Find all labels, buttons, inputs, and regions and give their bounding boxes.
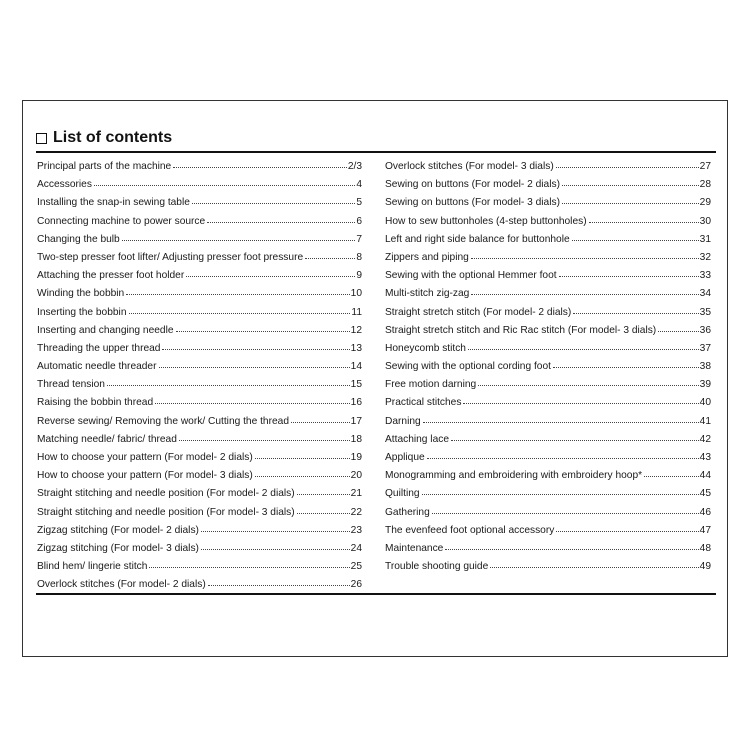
toc-entry[interactable] <box>385 558 711 576</box>
dot-leader <box>128 305 351 315</box>
toc-entry-page: 4 <box>356 179 362 191</box>
toc-entry[interactable] <box>37 467 362 485</box>
toc-entry-title: How to sew buttonholes (4-step buttonholes) <box>385 215 587 227</box>
dot-leader <box>657 323 698 333</box>
toc-entry-title: Accessories <box>37 179 92 191</box>
toc-entry[interactable] <box>385 413 711 431</box>
dot-leader <box>158 359 350 369</box>
toc-entry[interactable] <box>385 176 711 194</box>
toc-entry[interactable] <box>385 522 711 540</box>
toc-entry[interactable] <box>37 504 362 522</box>
toc-entry[interactable] <box>385 285 711 303</box>
toc-entry-page: 25 <box>350 561 362 573</box>
toc-entry-page: 20 <box>350 470 362 482</box>
toc-entry[interactable] <box>37 485 362 503</box>
dot-leader <box>125 286 349 296</box>
toc-entry-page: 32 <box>699 251 711 263</box>
toc-entry-title: Overlock stitches (For model- 3 dials) <box>385 161 554 172</box>
toc-entry[interactable] <box>37 431 362 449</box>
toc-entry-title: Connecting machine to power source <box>37 215 206 227</box>
toc-entry-title: Two-step presser foot lifter/ Adjusting presser foot pressure <box>37 251 304 263</box>
toc-entry-title: Applique <box>385 452 425 463</box>
toc-entry[interactable] <box>385 540 711 558</box>
toc-entry[interactable] <box>385 449 711 467</box>
toc-entry[interactable] <box>37 231 362 249</box>
dot-leader <box>296 505 350 515</box>
dot-leader <box>178 432 350 442</box>
contents-heading <box>36 129 172 147</box>
dot-leader <box>643 468 699 478</box>
toc-entry-title: Overlock stitches (For model- 2 dials) <box>37 579 206 591</box>
dot-leader <box>206 214 355 224</box>
toc-entry-page: 14 <box>350 361 362 373</box>
toc-entry-title: Monogramming and embroidering with embroidery hoop* <box>385 470 643 482</box>
toc-entry-page: 10 <box>350 288 362 300</box>
toc-entry[interactable] <box>385 358 711 376</box>
dot-leader <box>558 268 699 278</box>
toc-entry-page: 42 <box>699 433 711 445</box>
dot-leader <box>154 395 350 405</box>
toc-entry[interactable] <box>37 376 362 394</box>
toc-entry-title: Straight stretch stitch (For model- 2 dials) <box>385 306 572 318</box>
toc-entry-title: Principal parts of the machine <box>37 161 172 172</box>
dot-leader <box>191 195 355 205</box>
toc-entry-page: 27 <box>699 161 711 172</box>
toc-entry-title: Sewing on buttons (For model- 3 dials) <box>385 197 560 209</box>
toc-entry-title: Gathering <box>385 506 430 518</box>
toc-entry-title: Attaching the presser foot holder <box>37 270 185 282</box>
dot-leader <box>450 432 699 442</box>
toc-right-column <box>385 158 711 576</box>
toc-entry[interactable] <box>37 158 362 176</box>
toc-entry[interactable] <box>385 322 711 340</box>
toc-entry[interactable] <box>37 267 362 285</box>
dot-leader <box>462 395 698 405</box>
toc-entry[interactable] <box>37 194 362 212</box>
toc-entry-page: 11 <box>351 306 362 318</box>
toc-entry-page: 47 <box>699 524 711 536</box>
toc-entry-title: Straight stretch stitch and Ric Rac stitch (For model- 3 dials) <box>385 324 657 336</box>
toc-entry-title: Multi-stitch zig-zag <box>385 288 470 300</box>
toc-entry-title: Zigzag stitching (For model- 2 dials) <box>37 524 199 536</box>
toc-entry-title: How to choose your pattern (For model- 2 dials) <box>37 452 253 463</box>
dot-leader <box>185 268 355 278</box>
toc-entry-page: 17 <box>350 415 362 427</box>
dot-leader <box>254 450 350 460</box>
dot-leader <box>572 305 698 315</box>
toc-entry-page: 9 <box>356 270 362 282</box>
toc-entry[interactable] <box>37 304 362 322</box>
toc-entry-title: Left and right side balance for buttonhole <box>385 233 570 245</box>
toc-entry-page: 2/3 <box>347 161 362 172</box>
toc-entry[interactable] <box>37 540 362 558</box>
toc-entry-title: Zippers and piping <box>385 251 469 263</box>
toc-entry-title: The evenfeed foot optional accessory <box>385 524 555 536</box>
dot-leader <box>148 559 349 569</box>
toc-entry[interactable] <box>385 376 711 394</box>
dot-leader <box>467 341 699 351</box>
toc-entry-title: Threading the upper thread <box>37 342 161 354</box>
dot-leader <box>175 323 350 333</box>
dot-leader <box>489 559 698 569</box>
toc-entry-page: 34 <box>699 288 711 300</box>
dot-leader <box>470 286 698 296</box>
toc-entry[interactable] <box>385 231 711 249</box>
toc-entry-title: Automatic needle threader <box>37 361 157 373</box>
toc-entry-title: Raising the bobbin thread <box>37 397 154 409</box>
toc-entry-page: 41 <box>699 415 711 427</box>
toc-entry-title: Trouble shooting guide <box>385 561 489 573</box>
toc-entry[interactable] <box>37 213 362 231</box>
dot-leader <box>200 523 350 533</box>
toc-entry[interactable] <box>37 358 362 376</box>
toc-entry-page: 36 <box>699 324 711 336</box>
toc-entry-page: 45 <box>699 488 711 500</box>
top-rule <box>36 151 716 153</box>
toc-entry-title: Maintenance <box>385 542 444 554</box>
toc-entry-page: 7 <box>356 233 362 245</box>
toc-entry-page: 15 <box>350 379 362 391</box>
toc-entry-page: 18 <box>350 433 362 445</box>
dot-leader <box>172 159 347 169</box>
dot-leader <box>477 377 698 387</box>
dot-leader <box>290 414 350 424</box>
toc-entry-page: 48 <box>699 542 711 554</box>
toc-entry-title: Changing the bulb <box>37 233 120 245</box>
toc-entry-page: 33 <box>699 270 711 282</box>
dot-leader <box>207 577 350 587</box>
toc-entry[interactable] <box>37 576 362 594</box>
toc-left-column <box>37 158 362 595</box>
dot-leader <box>93 177 355 187</box>
toc-entry-title: Sewing with the optional Hemmer foot <box>385 270 557 282</box>
dot-leader <box>121 232 356 242</box>
toc-entry-page: 43 <box>699 452 711 463</box>
toc-entry-title: Practical stitches <box>385 397 462 409</box>
toc-entry[interactable] <box>37 449 362 467</box>
toc-entry[interactable] <box>37 285 362 303</box>
toc-entry[interactable] <box>385 213 711 231</box>
toc-entry-page: 44 <box>699 470 711 482</box>
dot-leader <box>571 232 699 242</box>
toc-entry-page: 5 <box>356 197 362 209</box>
toc-entry[interactable] <box>385 340 711 358</box>
toc-entry-title: Straight stitching and needle position (For model- 2 dials) <box>37 488 295 500</box>
toc-entry-page: 39 <box>699 379 711 391</box>
toc-entry-page: 31 <box>699 233 711 245</box>
toc-entry-page: 8 <box>356 251 362 263</box>
toc-entry-page: 19 <box>350 452 362 463</box>
toc-entry-page: 23 <box>350 524 362 536</box>
dot-leader <box>254 468 350 478</box>
toc-entry-title: Honeycomb stitch <box>385 342 466 354</box>
toc-entry-page: 24 <box>350 542 362 554</box>
toc-entry-title: Quilting <box>385 488 420 500</box>
toc-entry-page: 6 <box>356 215 362 227</box>
toc-entry-page: 37 <box>699 342 711 354</box>
toc-entry-title: Darning <box>385 415 421 427</box>
toc-entry-title: Sewing with the optional cording foot <box>385 361 551 373</box>
toc-entry-title: Inserting the bobbin <box>37 306 127 318</box>
contents-heading-text: List of contents <box>53 129 173 146</box>
toc-entry[interactable] <box>385 504 711 522</box>
toc-entry-page: 26 <box>350 579 362 591</box>
toc-entry-title: Straight stitching and needle position (For model- 3 dials) <box>37 506 295 518</box>
dot-leader <box>421 486 699 496</box>
dot-leader <box>422 414 699 424</box>
toc-entry[interactable] <box>385 431 711 449</box>
toc-entry[interactable] <box>385 485 711 503</box>
toc-entry-page: 13 <box>350 342 362 354</box>
toc-entry-title: Inserting and changing needle <box>37 324 174 336</box>
toc-entry-title: Installing the snap-in sewing table <box>37 197 190 209</box>
toc-entry-title: Sewing on buttons (For model- 2 dials) <box>385 179 560 191</box>
dot-leader <box>470 250 699 260</box>
toc-entry-title: Winding the bobbin <box>37 288 125 300</box>
dot-leader <box>304 250 355 260</box>
dot-leader <box>561 177 699 187</box>
dot-leader <box>431 505 699 515</box>
toc-entry-page: 22 <box>350 506 362 518</box>
checkbox-square-icon <box>36 133 47 144</box>
toc-entry[interactable] <box>37 522 362 540</box>
toc-entry-title: Matching needle/ fabric/ thread <box>37 433 177 445</box>
toc-entry-page: 16 <box>350 397 362 409</box>
toc-entry-title: Free motion darning <box>385 379 477 391</box>
dot-leader <box>588 214 699 224</box>
toc-entry[interactable] <box>385 394 711 412</box>
toc-entry[interactable] <box>385 194 711 212</box>
dot-leader <box>161 341 349 351</box>
toc-entry[interactable] <box>37 176 362 194</box>
dot-leader <box>296 486 350 496</box>
dot-leader <box>561 195 699 205</box>
toc-entry-page: 21 <box>350 488 362 500</box>
toc-entry-page: 46 <box>699 506 711 518</box>
toc-entry-title: Blind hem/ lingerie stitch <box>37 561 148 573</box>
toc-entry[interactable] <box>385 267 711 285</box>
toc-entry-title: How to choose your pattern (For model- 3 dials) <box>37 470 253 482</box>
toc-entry-page: 28 <box>699 179 711 191</box>
toc-entry-page: 29 <box>699 197 711 209</box>
toc-entry[interactable] <box>385 249 711 267</box>
toc-entry[interactable] <box>37 413 362 431</box>
dot-leader <box>106 377 350 387</box>
dot-leader <box>555 159 699 169</box>
dot-leader <box>555 523 698 533</box>
toc-entry[interactable] <box>37 558 362 576</box>
toc-entry-title: Reverse sewing/ Removing the work/ Cutting the thread <box>37 415 289 427</box>
toc-entry-page: 49 <box>699 561 711 573</box>
toc-entry[interactable] <box>385 304 711 322</box>
toc-entry-page: 38 <box>699 361 711 373</box>
toc-entry-title: Zigzag stitching (For model- 3 dials) <box>37 542 199 554</box>
toc-entry[interactable] <box>37 322 362 340</box>
bottom-rule <box>36 593 716 595</box>
dot-leader <box>552 359 699 369</box>
toc-entry-page: 30 <box>699 215 711 227</box>
toc-entry[interactable] <box>37 394 362 412</box>
toc-entry[interactable] <box>385 158 711 176</box>
toc-entry-title: Thread tension <box>37 379 105 391</box>
toc-entry-page: 12 <box>350 324 362 336</box>
toc-entry[interactable] <box>37 249 362 267</box>
dot-leader <box>426 450 699 460</box>
toc-entry-page: 40 <box>699 397 711 409</box>
dot-leader <box>444 541 698 551</box>
dot-leader <box>200 541 350 551</box>
toc-entry-title: Attaching lace <box>385 433 449 445</box>
toc-entry[interactable] <box>37 340 362 358</box>
toc-entry-page: 35 <box>699 306 711 318</box>
toc-entry[interactable] <box>385 467 711 485</box>
